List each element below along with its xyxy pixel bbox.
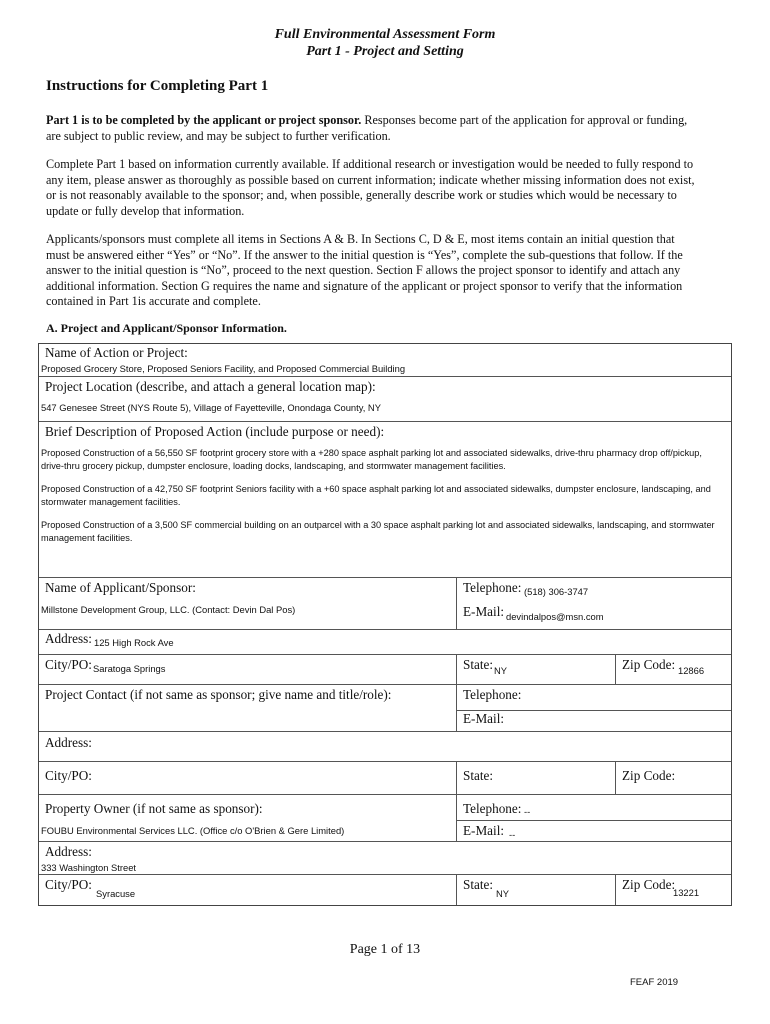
text-line: Complete Part 1 based on information currently available. If additional research or investigation would be needed to fully respond to bbox=[46, 157, 694, 171]
owner-city-field[interactable]: Syracuse bbox=[96, 888, 136, 899]
contact-zip-label: Zip Code: bbox=[622, 768, 676, 783]
text-line: Applicants/sponsors must complete all items in Sections A & B. In Sections C, D & E, most items contain an initial question that bbox=[46, 232, 675, 246]
page-number: Page 1 of 13 bbox=[349, 942, 421, 957]
text-line: answer to the initial question is “No”, proceed to the next question. Section F allows the project sponsor to identify and attach any bbox=[46, 263, 681, 277]
owner-telephone-field[interactable]: -- bbox=[524, 806, 531, 817]
contact-address-label: Address: bbox=[45, 735, 92, 750]
owner-zip-label: Zip Code: bbox=[622, 877, 676, 892]
owner-email-field[interactable]: -- bbox=[509, 829, 516, 840]
form-title: Full Environmental Assessment Form bbox=[274, 27, 496, 42]
text-line: additional information. Section G requires the name and signature of the applicant or project sponsor to verify that the information bbox=[46, 278, 683, 293]
instructions-heading: Instructions for Completing Part 1 bbox=[46, 78, 269, 94]
applicant-zip-label: Zip Code: bbox=[622, 657, 676, 672]
name-of-action-field[interactable]: Proposed Grocery Store, Proposed Seniors Facility, and Proposed Commercial Building bbox=[41, 363, 406, 374]
applicant-telephone-field[interactable]: (518) 306-3747 bbox=[524, 586, 589, 597]
name-of-action-label: Name of Action or Project: bbox=[45, 345, 188, 360]
text-line: contained in Part 1is accurate and complete. bbox=[46, 294, 261, 308]
text-line: or is not reasonably available to the sponsor; and, when possible, generally describe work or studies which would be necessary to bbox=[46, 188, 677, 202]
description-paragraph-2[interactable]: Proposed Construction of a 42,750 SF footprint Seniors facility with a +60 space asphalt parking lot and associated sidewalks, dumpster enclosure, landscaping, and stormwater management facilities. bbox=[41, 484, 711, 507]
form-subtitle: Part 1 - Project and Setting bbox=[306, 44, 464, 59]
owner-city-label: City/PO: bbox=[45, 877, 92, 892]
instructions-paragraph-2 bbox=[46, 157, 726, 219]
contact-telephone-label: Telephone: bbox=[463, 687, 522, 702]
form-code: FEAF 2019 bbox=[630, 977, 679, 988]
owner-address-field[interactable]: 333 Washington Street bbox=[41, 862, 137, 873]
owner-state-field[interactable]: NY bbox=[496, 888, 510, 899]
description-paragraph-3[interactable]: Proposed Construction of a 3,500 SF commercial building on an outparcel with a 30 space asphalt parking lot and associated sidewalks, landscaping, and stormwater management facilities. bbox=[41, 520, 715, 543]
applicant-address-field[interactable]: 125 High Rock Ave bbox=[94, 637, 174, 648]
contact-state-label: State: bbox=[463, 768, 494, 783]
instructions-p1-rest: Responses become part of the application for approval or funding, bbox=[361, 113, 688, 127]
description-label: Brief Description of Proposed Action (include purpose or need): bbox=[45, 424, 385, 439]
applicant-name-label: Name of Applicant/Sponsor: bbox=[45, 580, 196, 595]
project-information-form bbox=[38, 343, 732, 906]
instructions-p1-line2: are subject to public review, and may be subject to further verification. bbox=[46, 128, 391, 143]
contact-email-label: E-Mail: bbox=[463, 711, 505, 726]
text-line: must be answered either “Yes” or “No”. If the answer to the initial question is “Yes”, complete the sub-questions that follow. If the bbox=[46, 247, 683, 262]
owner-state-label: State: bbox=[463, 877, 494, 892]
owner-address-label: Address: bbox=[45, 844, 92, 859]
applicant-name-field[interactable]: Millstone Development Group, LLC. (Contact: Devin Dal Pos) bbox=[41, 604, 296, 615]
applicant-telephone-label: Telephone: bbox=[463, 580, 522, 595]
applicant-city-field[interactable]: Saratoga Springs bbox=[93, 663, 166, 674]
contact-city-label: City/PO: bbox=[45, 768, 92, 783]
project-contact-label: Project Contact (if not same as sponsor; give name and title/role): bbox=[45, 687, 392, 702]
applicant-city-label: City/PO: bbox=[45, 657, 92, 672]
owner-telephone-label: Telephone: bbox=[463, 801, 522, 816]
applicant-state-field[interactable]: NY bbox=[494, 665, 508, 676]
applicant-address-label: Address: bbox=[45, 631, 92, 646]
instructions-paragraph-3 bbox=[46, 232, 726, 310]
applicant-zip-field[interactable]: 12866 bbox=[678, 665, 705, 676]
property-owner-field[interactable]: FOUBU Environmental Services LLC. (Office c/o O'Brien & Gere Limited) bbox=[41, 825, 345, 836]
applicant-email-label: E-Mail: bbox=[463, 604, 505, 619]
text-line: update or fully develop that information. bbox=[46, 203, 245, 218]
applicant-state-label: State: bbox=[463, 657, 494, 672]
section-a-heading: A. Project and Applicant/Sponsor Information. bbox=[46, 321, 287, 335]
applicant-email-field[interactable]: devindalpos@msn.com bbox=[506, 611, 604, 622]
project-location-field[interactable]: 547 Genesee Street (NYS Route 5), Village of Fayetteville, Onondaga County, NY bbox=[41, 402, 381, 413]
owner-email-label: E-Mail: bbox=[463, 823, 505, 838]
property-owner-label: Property Owner (if not same as sponsor): bbox=[45, 801, 263, 816]
project-location-label: Project Location (describe, and attach a general location map): bbox=[45, 379, 376, 394]
text-line: any item, please answer as thoroughly as possible based on current information; indicate whether missing information does not exist, bbox=[46, 172, 695, 187]
description-paragraph-1[interactable]: Proposed Construction of a 56,550 SF footprint grocery store with a +280 space asphalt parking lot and associated sidewalks, drive-thru pharmacy drop off/pickup, drive-thru grocery pickup, dumpster enclosure, loading docks, landscaping, and stormwater management facilities. bbox=[41, 448, 702, 471]
instructions-bold-lead: Part 1 is to be completed by the applicant or project sponsor. bbox=[46, 113, 362, 127]
instructions-paragraph-1 bbox=[46, 113, 726, 144]
owner-zip-field[interactable]: 13221 bbox=[673, 887, 700, 898]
